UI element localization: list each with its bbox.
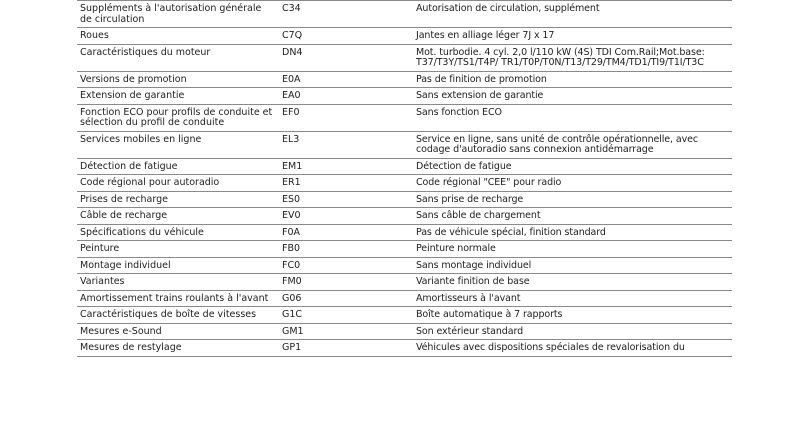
option-code: G06	[279, 290, 413, 307]
option-code: E0A	[279, 71, 413, 88]
table-row	[77, 257, 732, 274]
option-description: Sans prise de recharge	[413, 191, 732, 208]
option-code: EA0	[279, 88, 413, 105]
table-row	[77, 191, 732, 208]
option-code: EF0	[279, 104, 413, 131]
option-description: Son extérieur standard	[413, 323, 732, 340]
option-code: ES0	[279, 191, 413, 208]
table-row	[77, 208, 732, 225]
table-row	[77, 71, 732, 88]
option-label: Extension de garantie	[77, 88, 279, 105]
option-code: EM1	[279, 158, 413, 175]
option-description: Pas de véhicule spécial, finition standard	[413, 224, 732, 241]
option-code: GP1	[279, 340, 413, 357]
option-code: C34	[279, 1, 413, 28]
option-code: EV0	[279, 208, 413, 225]
option-description: Amortisseurs à l'avant	[413, 290, 732, 307]
table-row	[77, 241, 732, 258]
option-description: Peinture normale	[413, 241, 732, 258]
option-description: Sans fonction ECO	[413, 104, 732, 131]
option-code: ER1	[279, 175, 413, 192]
option-description: Service en ligne, sans unité de contrôle opérationnelle, avec codage d'autoradio sans connexion antidémarrage	[413, 131, 732, 158]
option-label: Amortissement trains roulants à l'avant	[77, 290, 279, 307]
table-body	[77, 1, 732, 357]
option-label: Variantes	[77, 274, 279, 291]
option-label: Roues	[77, 28, 279, 45]
option-description: Sans montage individuel	[413, 257, 732, 274]
option-label: Prises de recharge	[77, 191, 279, 208]
option-code: DN4	[279, 44, 413, 71]
option-label: Fonction ECO pour profils de conduite et sélection du profil de conduite	[77, 104, 279, 131]
table-row	[77, 131, 732, 158]
option-label: Câble de recharge	[77, 208, 279, 225]
option-description: Code régional "CEE" pour radio	[413, 175, 732, 192]
option-code: C7Q	[279, 28, 413, 45]
option-label: Caractéristiques du moteur	[77, 44, 279, 71]
option-description: Véhicules avec dispositions spéciales de revalorisation du	[413, 340, 732, 357]
table-row	[77, 340, 732, 357]
table-row	[77, 175, 732, 192]
option-description: Pas de finition de promotion	[413, 71, 732, 88]
table-row	[77, 274, 732, 291]
option-label: Services mobiles en ligne	[77, 131, 279, 158]
option-label: Montage individuel	[77, 257, 279, 274]
option-code: F0A	[279, 224, 413, 241]
option-code: GM1	[279, 323, 413, 340]
table-row	[77, 290, 732, 307]
option-description: Sans câble de chargement	[413, 208, 732, 225]
option-label: Versions de promotion	[77, 71, 279, 88]
option-code: FM0	[279, 274, 413, 291]
option-label: Suppléments à l'autorisation générale de circulation	[77, 1, 279, 28]
table-row	[77, 323, 732, 340]
option-code: FC0	[279, 257, 413, 274]
table-row	[77, 44, 732, 71]
table-row	[77, 224, 732, 241]
table-row	[77, 158, 732, 175]
option-code: G1C	[279, 307, 413, 324]
option-description: Jantes en alliage léger 7J x 17	[413, 28, 732, 45]
option-description: Mot. turbodie. 4 cyl. 2,0 l/110 kW (4S) TDI Com.Rail;Mot.base: T37/T3Y/TS1/T4P/ TR1/T0P/T0N/T13/T29/TM4/TD1/TI9/T1I/T3C	[413, 44, 732, 71]
table-row	[77, 307, 732, 324]
equipment-options-table	[77, 0, 732, 357]
option-description: Boîte automatique à 7 rapports	[413, 307, 732, 324]
option-label: Détection de fatigue	[77, 158, 279, 175]
option-label: Mesures e-Sound	[77, 323, 279, 340]
table-row	[77, 28, 732, 45]
table-row	[77, 104, 732, 131]
option-code: FB0	[279, 241, 413, 258]
option-description: Détection de fatigue	[413, 158, 732, 175]
option-description: Variante finition de base	[413, 274, 732, 291]
option-label: Code régional pour autoradio	[77, 175, 279, 192]
option-label: Peinture	[77, 241, 279, 258]
option-label: Mesures de restylage	[77, 340, 279, 357]
table-row	[77, 1, 732, 28]
option-label: Caractéristiques de boîte de vitesses	[77, 307, 279, 324]
table-row	[77, 88, 732, 105]
option-description: Autorisation de circulation, supplément	[413, 1, 732, 28]
option-label: Spécifications du véhicule	[77, 224, 279, 241]
option-code: EL3	[279, 131, 413, 158]
option-description: Sans extension de garantie	[413, 88, 732, 105]
